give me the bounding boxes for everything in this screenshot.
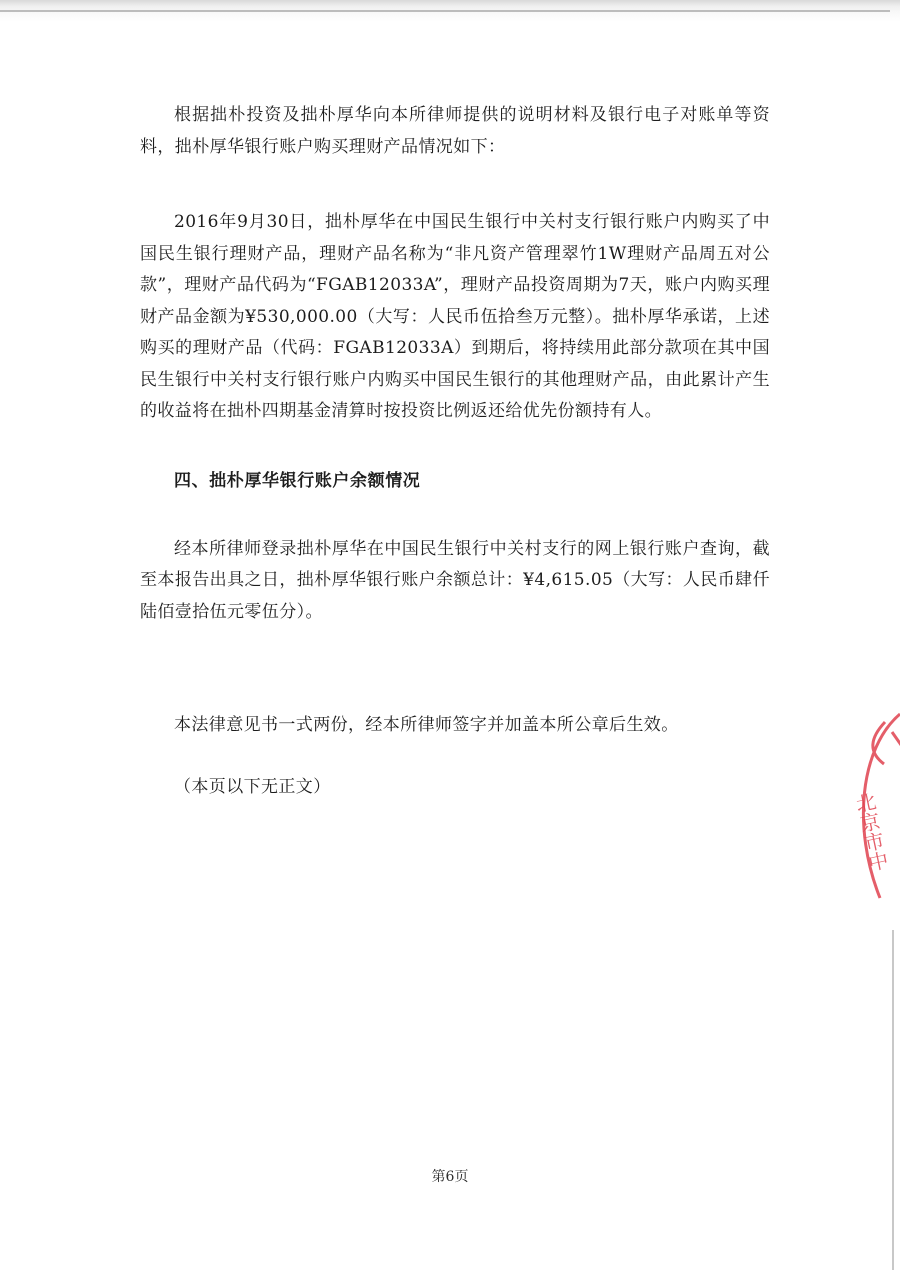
seal-stamp-fragment [840,708,900,904]
scan-right-edge [892,930,894,1270]
intro-paragraph: 根据拙朴投资及拙朴厚华向本所律师提供的说明材料及银行电子对账单等资料，拙朴厚华银行账户购买理财产品情况如下： [140,105,770,157]
end-note: （本页以下无正文） [174,776,331,797]
scan-top-line [0,10,890,12]
closing-paragraph: 本法律意见书一式两份，经本所律师签字并加盖本所公章后生效。 [174,715,679,735]
section-heading: 四、拙朴厚华银行账户余额情况 [174,470,421,491]
purchase-details-paragraph: 2016年9月30日，拙朴厚华在中国民生银行中关村支行银行账户内购买了中国民生银行理财产品，理财产品名称为“非凡资产管理翠竹1W理财产品周五对公款”，理财产品代码为“FGAB12033A”，理财产品投资周期为7天，账户内购买理财产品金额为¥530,000.00（大写：人民币伍拾叁万元整）。拙朴厚华承诺，上述购买的理财产品（代码：FGAB12033A）到期后，将持续用此部分款项在其中国民生银行中关村支行银行账户内购买中国民生银行的其他理财产品，由此累计产生的收益将在拙朴四期基金清算时按投资比例返还给优先份额持有人。 [140,212,770,421]
document-body [140,100,770,803]
balance-paragraph: 经本所律师登录拙朴厚华在中国民生银行中关村支行的网上银行账户查询，截至本报告出具之日，拙朴厚华银行账户余额总计：¥4,615.05（大写：人民币肆仟陆佰壹拾伍元零伍分）。 [140,538,770,622]
page-number: 第6页 [431,1169,469,1185]
scan-top-edge [0,0,900,24]
seal-text: 北京市中 [850,790,891,874]
